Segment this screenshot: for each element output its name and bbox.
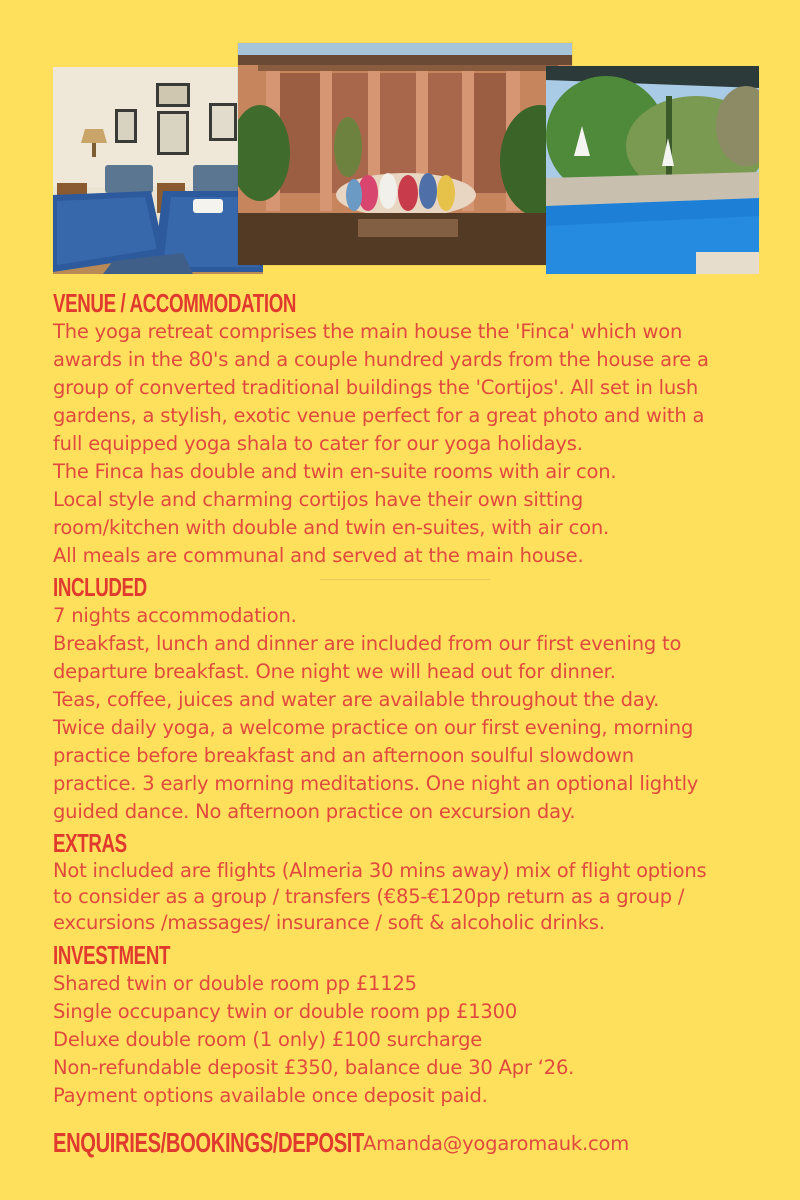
venue-line: group of converted traditional buildings the 'Cortijos'. All set in lush <box>53 376 699 399</box>
pool-photo <box>546 66 759 274</box>
investment-line: Non-refundable deposit £350, balance due 30 Apr ‘26. <box>53 1056 575 1079</box>
included-line: Twice daily yoga, a welcome practice on our first evening, morning <box>53 716 694 739</box>
investment-heading: INVESTMENT <box>53 940 171 970</box>
enquiries-heading: ENQUIRIES/BOOKINGS/DEPOSIT <box>53 1127 365 1158</box>
investment-line: Deluxe double room (1 only) £100 surcharge <box>53 1028 483 1051</box>
venue-line: The Finca has double and twin en-suite rooms with air con. <box>53 460 617 483</box>
included-line: Teas, coffee, juices and water are available throughout the day. <box>53 688 660 711</box>
extras-section <box>53 828 773 936</box>
courtyard-group-photo <box>238 43 572 265</box>
included-line: practice. 3 early morning meditations. One night an optional lightly <box>53 772 699 795</box>
enquiries-row <box>53 1127 630 1158</box>
extras-line: Not included are flights (Almeria 30 mins away) mix of flight options <box>53 859 707 882</box>
included-line: Breakfast, lunch and dinner are included from our first evening to <box>53 632 682 655</box>
investment-line: Single occupancy twin or double room pp £1300 <box>53 1000 518 1023</box>
venue-line: gardens, a stylish, exotic venue perfect for a great photo and with a <box>53 404 705 427</box>
included-line: guided dance. No afternoon practice on excursion day. <box>53 800 576 823</box>
venue-line: awards in the 80's and a couple hundred yards from the house are a <box>53 348 709 371</box>
bedroom-photo <box>53 67 263 274</box>
retreat-details <box>53 288 773 1110</box>
extras-line: to consider as a group / transfers (€85-€120pp return as a group / <box>53 885 685 908</box>
extras-heading: EXTRAS <box>53 828 127 858</box>
included-section <box>53 572 773 826</box>
contact-email: Amanda@yogaromauk.com <box>363 1132 630 1155</box>
extras-line: excursions /massages/ insurance / soft & alcoholic drinks. <box>53 911 605 934</box>
venue-line: full equipped yoga shala to cater for our yoga holidays. <box>53 432 583 455</box>
venue-line: Local style and charming cortijos have their own sitting <box>53 488 584 511</box>
included-line: 7 nights accommodation. <box>53 604 297 627</box>
venue-line: The yoga retreat comprises the main house the 'Finca' which won <box>53 320 683 343</box>
venue-section <box>53 288 773 570</box>
investment-line: Payment options available once deposit paid. <box>53 1084 488 1107</box>
investment-section <box>53 940 773 1110</box>
included-line: departure breakfast. One night we will head out for dinner. <box>53 660 616 683</box>
included-heading: INCLUDED <box>53 572 147 602</box>
venue-heading: VENUE / ACCOMMODATION <box>53 288 297 318</box>
included-line: practice before breakfast and an afternoon soulful slowdown <box>53 744 634 767</box>
venue-line: All meals are communal and served at the main house. <box>53 544 584 567</box>
investment-line: Shared twin or double room pp £1125 <box>53 972 417 995</box>
venue-line: room/kitchen with double and twin en-suites, with air con. <box>53 516 609 539</box>
